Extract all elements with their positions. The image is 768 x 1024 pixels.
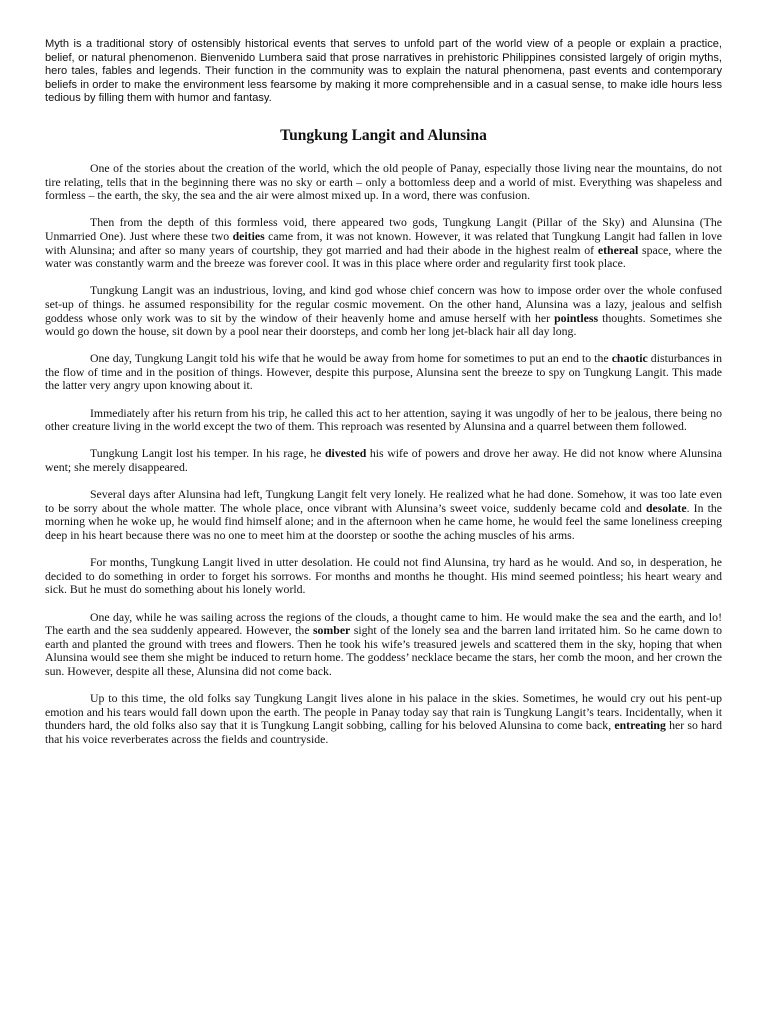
paragraph-text: One of the stories about the creation of the world, which the old people of Panay, especially those living near the mountains, do not tire relating, tells that in the beginning there was no sky or earth – only a bottomless deep and a world of mist. Everything was shapeless and formless – the earth, the sky, the sea and the air were almost mixed up. In a word, there was confusion. — [45, 160, 722, 203]
paragraph-text: . In the morning when he woke up, he would find himself alone; and in the afternoon when he came home, he would feel the same loneliness creeping deep in his heart because there was no one to meet him at the doorstep or soothe the aching muscles of his arms. — [45, 500, 722, 542]
paragraph-text: sight of the lonely sea and the barren land irritated him. So he came down to earth and planted the ground with trees and flowers. Then he took his wife’s treasured jewels and scattered them in the sky, hoping that when Alunsina would see them she might be induced to return home. The goddess’ necklace became the stars, her comb the moon, and her crown the sun. However, despite all these, Alunsina did not come back. — [45, 623, 722, 678]
paragraph-text: One day, Tungkung Langit told his wife that he would be away from home for sometimes to put an end to the — [90, 351, 612, 366]
story-title: Tungkung Langit and Alunsina — [280, 126, 487, 144]
paragraph-text: came from, it was not known. However, it was related that Tungkung Langit had fallen in love with Alunsina; and after so many years of courtship, they got married and had their abode in the highest realm of — [45, 228, 722, 257]
paragraph-text: space, where the water was constantly warm and the breeze was forever cool. It was in this place where order and regularity first took place. — [45, 242, 722, 271]
story-body — [45, 162, 722, 747]
paragraph-text: her so hard that his voice reverberates across the fields and countryside. — [45, 718, 722, 746]
story-paragraph — [45, 216, 722, 270]
paragraph-text: Several days after Alunsina had left, Tungkung Langit felt very lonely. He realized what he had done. Somehow, it was too late even to be sorry about the whole matter. The whole place, once vibrant with Alunsina’s sweet voice, suddenly became cold and — [45, 487, 722, 515]
story-paragraph — [45, 447, 722, 474]
story-paragraph — [45, 352, 722, 393]
vocabulary-word: desolate — [645, 500, 687, 515]
paragraph-text: For months, Tungkung Langit lived in utter desolation. He could not find Alunsina, try hard as he would. And so, in desperation, he decided to do something in order to forget his sorrows. For months and months he thought. His mind seemed pointless; his heart weary and sick. But he must do something about his lonely world. — [45, 555, 722, 597]
paragraph-text: Then from the depth of this formless void, there appeared two gods, Tungkung Langit (Pillar of the Sky) and Alunsina (The Unmarried One). Just where these two — [45, 215, 722, 243]
vocabulary-word: ethereal — [597, 242, 639, 257]
paragraph-text: One day, while he was sailing across the regions of the clouds, a thought came to him. He would make the sea and the earth, and lo! The earth and the sea suddenly appeared. However, the — [45, 609, 722, 638]
story-paragraph — [45, 556, 722, 597]
story-paragraph — [45, 611, 722, 679]
paragraph-text: Up to this time, the old folks say Tungkung Langit lives alone in his palace in the skies. Sometimes, he would cry out his pent-up emotion and his tears would fall down upon the earth. The people in Panay today say that rain is Tungkung Langit’s tears. Incidentally, when it thunders hard, the old folks also say that it is Tungkung Langit sobbing, calling for his beloved Alunsina to come back, — [45, 691, 722, 733]
paragraph-text: disturbances in the flow of time and in the position of things. However, despite this purpose, Alunsina sent the breeze to spy on Tungkung Langit. This made the latter very angry upon knowing about it. — [45, 351, 723, 393]
paragraph-text: thoughts. Sometimes she would go down the house, sit down by a pool near their doorsteps, and comb her long jet-black hair all day long. — [45, 310, 722, 339]
story-paragraph — [45, 488, 722, 542]
paragraph-text: Immediately after his return from his trip, he called this act to her attention, saying it was ungodly of her to be jealous, there being no other creature living in the world except the two of them. This reproach was resented by Alunsina and a quarrel between them followed. — [45, 405, 722, 434]
paragraph-text: his wife of powers and drove her away. He did not know where Alunsina went; she merely disappeared. — [45, 446, 723, 475]
paragraph-text: Tungkung Langit was an industrious, loving, and kind god whose chief concern was how to impose order over the whole confused set-up of things. he assumed responsibility for the regular cosmic movement. On the other hand, Alunsina was a lazy, jealous and selfish goddess whose only work was to sit by the window of their heavenly home and amuse herself with her — [45, 283, 722, 325]
paragraph-text: Tungkung Langit lost his temper. In his rage, he — [90, 446, 325, 461]
document-page — [45, 38, 722, 760]
vocabulary-word: chaotic — [611, 351, 648, 366]
intro-paragraph: Myth is a traditional story of ostensibly historical events that serves to unfold part of the world view of a people or explain a practice, belief, or natural phenomenon. Bienvenido Lumbera said that prose narratives in prehistoric Philippines consisted largely of origin myths, hero tales, fables and legends. Their function in the community was to explain the natural phenomena, past events and contemporary beliefs in order to make the environment less fearsome by making it more comprehensible and in a casual sense, to make idle hours less tedious by filling them with humor and fantasy. — [45, 38, 722, 105]
vocabulary-word: somber — [312, 623, 351, 638]
story-paragraph — [45, 407, 722, 434]
story-paragraph — [45, 162, 722, 203]
vocabulary-word: entreating — [614, 718, 666, 733]
vocabulary-word: pointless — [554, 310, 599, 325]
story-paragraph — [45, 692, 722, 746]
vocabulary-word: divested — [324, 446, 367, 461]
story-paragraph — [45, 284, 722, 338]
vocabulary-word: deities — [232, 228, 265, 243]
